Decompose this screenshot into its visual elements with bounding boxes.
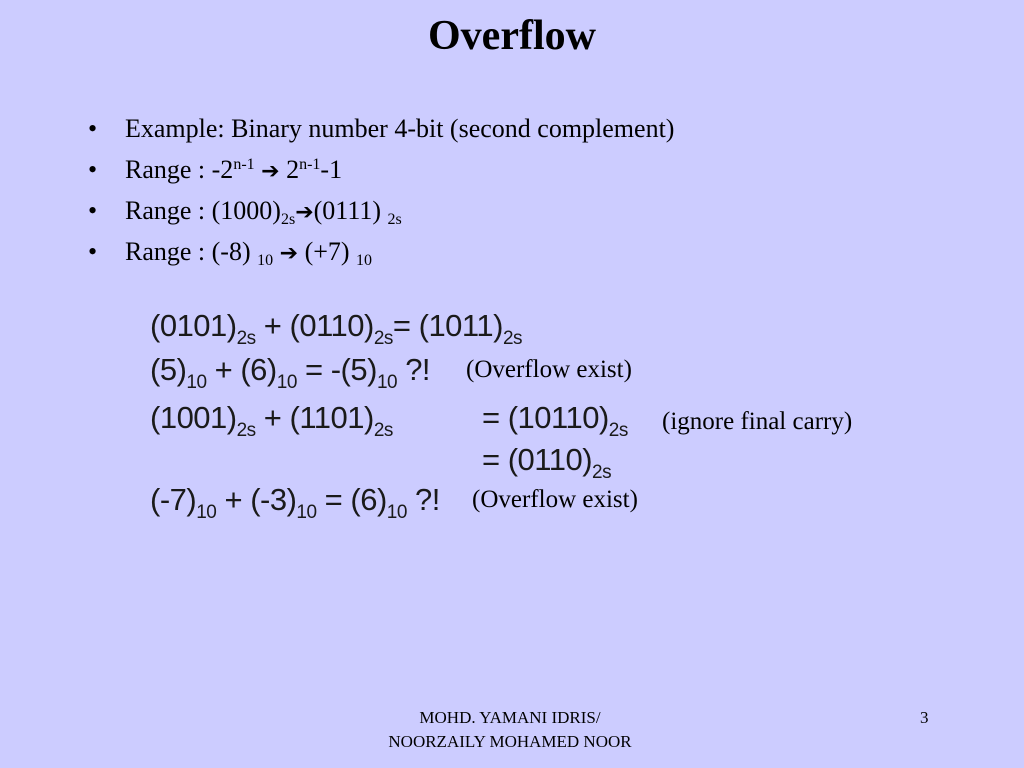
operand: (0101) xyxy=(150,308,237,343)
exponent: n-1 xyxy=(299,156,321,173)
subscript: 2s xyxy=(387,211,402,228)
footer-author-1: MOHD. YAMANI IDRIS/ xyxy=(419,708,601,727)
operand: + (1101) xyxy=(255,400,374,435)
example-line-5 xyxy=(150,482,440,523)
bullet-item-range-binary xyxy=(88,190,674,231)
subscript: 10 xyxy=(386,502,407,523)
question-mark: ?! xyxy=(406,482,440,517)
range-prefix: Range : (1000) xyxy=(125,196,281,225)
bullet-dot-icon: • xyxy=(88,114,98,143)
page-number: 3 xyxy=(920,708,929,727)
operand: (5) xyxy=(150,352,187,387)
operand: + (-3) xyxy=(216,482,297,517)
overflow-note-2: (Overflow exist) xyxy=(472,486,638,513)
arrow-right-icon: ➔ xyxy=(279,241,299,266)
exponent: n-1 xyxy=(233,156,255,173)
slide-footer xyxy=(330,706,690,754)
bullet-list xyxy=(88,108,674,272)
subscript: 10 xyxy=(186,372,207,393)
subscript: 10 xyxy=(356,252,373,269)
subscript: 10 xyxy=(296,502,317,523)
bullet-item-range-formula xyxy=(88,149,674,190)
question-mark: ?! xyxy=(397,352,431,387)
range-mid: 2 xyxy=(279,155,300,184)
range-mid: (+7) xyxy=(298,237,357,266)
bullet-text: Example: Binary number 4-bit (second complement) xyxy=(125,114,675,143)
operand: + (0110) xyxy=(255,308,374,343)
subscript: 2s xyxy=(592,462,612,483)
bullet-dot-icon: • xyxy=(88,155,98,184)
range-suffix: -1 xyxy=(320,155,343,184)
example-line-2 xyxy=(150,352,431,393)
operand: (1001) xyxy=(150,400,237,435)
subscript: 2s xyxy=(236,420,256,441)
result: = (10110) xyxy=(482,400,609,435)
subscript: 10 xyxy=(196,502,217,523)
subscript: 2s xyxy=(280,211,296,228)
bullet-item-range-decimal xyxy=(88,231,674,272)
bullet-dot-icon: • xyxy=(88,196,98,225)
subscript: 2s xyxy=(608,420,628,441)
range-prefix: Range : -2 xyxy=(125,155,234,184)
bullet-dot-icon: • xyxy=(88,237,98,266)
bullet-item-example xyxy=(88,108,674,149)
subscript: 2s xyxy=(373,328,393,349)
range-prefix: Range : (-8) xyxy=(125,237,258,266)
subscript: 2s xyxy=(236,328,256,349)
range-mid: (0111) xyxy=(313,196,388,225)
result: = (0110) xyxy=(482,442,593,477)
operand: + (6) xyxy=(206,352,277,387)
footer-author-2: NOORZAILY MOHAMED NOOR xyxy=(388,732,632,751)
operand: (-7) xyxy=(150,482,197,517)
example-line-1 xyxy=(150,308,523,349)
subscript: 2s xyxy=(373,420,393,441)
subscript: 10 xyxy=(276,372,297,393)
example-line-3-result xyxy=(482,400,628,441)
arrow-right-icon: ➔ xyxy=(295,200,314,225)
result: = (1011) xyxy=(392,308,503,343)
subscript: 10 xyxy=(376,372,398,393)
example-line-3 xyxy=(150,400,393,441)
overflow-note-1: (Overflow exist) xyxy=(466,356,632,383)
subscript: 2s xyxy=(502,328,523,349)
subscript: 10 xyxy=(257,252,274,269)
result: = (6) xyxy=(316,482,387,517)
ignore-carry-note: (ignore final carry) xyxy=(662,408,853,435)
slide-title: Overflow xyxy=(428,13,596,59)
result: = -(5) xyxy=(296,352,377,387)
arrow-right-icon: ➔ xyxy=(261,159,280,184)
example-line-4 xyxy=(482,442,612,483)
